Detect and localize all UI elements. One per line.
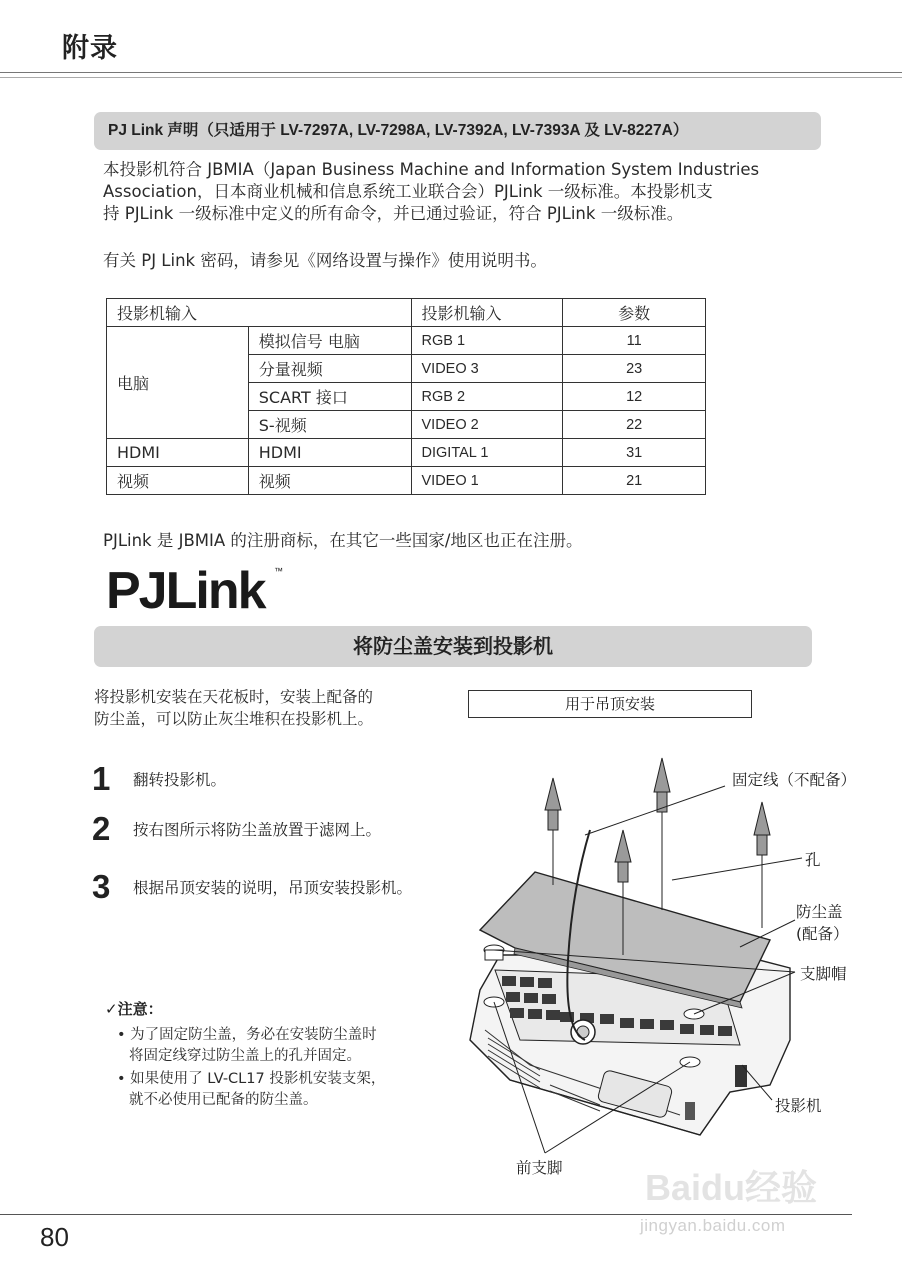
header-divider	[0, 72, 902, 73]
table-cell: DIGITAL 1	[411, 439, 563, 467]
intro-line: 将投影机安装在天花板时，安装上配备的	[94, 688, 374, 706]
label-foot-cap: 支脚帽	[800, 965, 847, 983]
table-cell: VIDEO 2	[411, 411, 563, 439]
intro-line: 防尘盖，可以防止灰尘堆积在投影机上。	[94, 710, 374, 728]
table-row	[107, 327, 706, 355]
pjlink-paragraph	[103, 159, 833, 225]
step-number: 3	[92, 868, 111, 905]
pjlink-logo	[104, 560, 294, 616]
password-note: 有关 PJ Link 密码，请参见《网络设置与操作》使用说明书。	[103, 251, 547, 270]
table-cell: VIDEO 3	[411, 355, 563, 383]
step-number: 2	[92, 810, 111, 847]
label-hole: 孔	[805, 851, 821, 869]
note-line: 就不必使用已配备的防尘盖。	[129, 1092, 318, 1108]
label-dust-cover-supplied: (配备）	[796, 925, 849, 943]
label-projector: 投影机	[775, 1097, 822, 1115]
table-cell: HDMI	[248, 439, 411, 467]
note-title: ✓注意：	[105, 1000, 163, 1018]
step-text: 根据吊顶安装的说明，吊顶安装投影机。	[133, 879, 413, 897]
table-cell: 23	[563, 355, 706, 383]
label-fixing-wire: 固定线（不配备）	[732, 771, 857, 789]
table-group-cell: 视频	[107, 467, 249, 495]
label-front-foot: 前支脚	[516, 1159, 563, 1177]
table-row	[107, 439, 706, 467]
table-cell: VIDEO 1	[411, 467, 563, 495]
table-cell: SCART 接口	[248, 383, 411, 411]
table-cell: 模拟信号 电脑	[248, 327, 411, 355]
table-cell: 视频	[248, 467, 411, 495]
table-cell: RGB 1	[411, 327, 563, 355]
trademark-note: PJLink 是 JBMIA 的注册商标，在其它一些国家/地区也正在注册。	[103, 531, 583, 550]
footer-divider	[0, 1214, 852, 1215]
table-cell: 31	[563, 439, 706, 467]
pjlink-section-title: PJ Link 声明（只适用于 LV-7297A, LV-7298A, LV-7392A, LV-7393A 及 LV-8227A）	[94, 112, 821, 150]
pjlink-input-table	[106, 298, 706, 495]
note-item	[117, 1025, 437, 1067]
table-cell: RGB 2	[411, 383, 563, 411]
table-group-cell: 电脑	[107, 327, 249, 439]
step-number: 1	[92, 760, 111, 797]
table-cell: 12	[563, 383, 706, 411]
label-dust-cover: 防尘盖	[796, 903, 843, 921]
step-text: 按右图所示将防尘盖放置于滤网上。	[133, 821, 382, 839]
table-header: 投影机输入	[107, 299, 412, 327]
watermark-url: jingyan.baidu.com	[640, 1216, 786, 1235]
table-header: 参数	[563, 299, 706, 327]
table-cell: S-视频	[248, 411, 411, 439]
table-header: 投影机输入	[411, 299, 563, 327]
note-line: 将固定线穿过防尘盖上的孔并固定。	[129, 1048, 361, 1064]
trademark-symbol: ™	[274, 566, 283, 576]
page-number: 80	[40, 1222, 69, 1252]
table-cell: 11	[563, 327, 706, 355]
note-item	[117, 1069, 437, 1111]
ceiling-mount-label: 用于吊顶安装	[468, 690, 752, 718]
table-cell: 分量视频	[248, 355, 411, 383]
dust-cover-section-title: 将防尘盖安装到投影机	[94, 626, 812, 667]
note-line: • 如果使用了 LV-CL17 投影机安装支架，	[117, 1071, 386, 1087]
watermark-brand: Baidu经验	[645, 1167, 818, 1208]
table-cell: 22	[563, 411, 706, 439]
dust-cover-intro	[94, 686, 444, 730]
page-title: 附录	[62, 33, 118, 64]
paragraph-line: Association，日本商业机械和信息系统工业联合会）PJLink 一级标准。本投影机支	[103, 182, 713, 201]
table-group-cell: HDMI	[107, 439, 249, 467]
note-line: • 为了固定防尘盖，务必在安装防尘盖时	[117, 1027, 377, 1043]
table-cell: 21	[563, 467, 706, 495]
pjlink-logo-text: PJLink	[106, 562, 265, 616]
paragraph-line: 持 PJLink 一级标准中定义的所有命令，并已通过验证，符合 PJLink 一级标准。	[103, 204, 684, 223]
table-row	[107, 467, 706, 495]
step-text: 翻转投影机。	[133, 771, 227, 789]
table-header-row	[107, 299, 706, 327]
paragraph-line: 本投影机符合 JBMIA（Japan Business Machine and Information System Industries	[103, 160, 760, 179]
header-divider-secondary	[0, 77, 902, 78]
